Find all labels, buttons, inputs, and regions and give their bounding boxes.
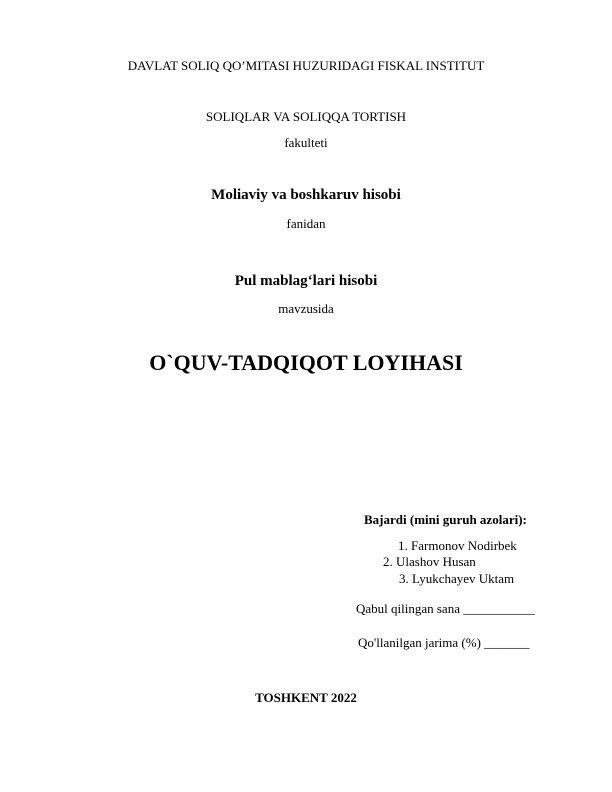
document-title: O`QUV-TADQIQOT LOYIHASI <box>149 350 463 375</box>
subject-label: fanidan <box>286 216 326 231</box>
institution-name: DAVLAT SOLIQ QO’MITASI HUZURIDAGI FISKAL INSTITUT <box>127 58 485 73</box>
subject-name: Moliaviy va boshkaruv hisobi <box>211 187 401 203</box>
city-year: TOSHKENT 2022 <box>255 690 357 705</box>
penalty-field: Qo'llanilgan jarima (%) _______ <box>358 635 530 650</box>
group-heading: Bajardi (mini guruh azolari): <box>364 512 527 527</box>
member-2: 2. Ulashov Husan <box>383 554 476 569</box>
topic-name: Pul mablag‘lari hisobi <box>234 273 378 289</box>
topic-label: mavzusida <box>278 301 334 316</box>
faculty-label: fakulteti <box>284 135 328 150</box>
member-3: 3. Lyukchayev Uktam <box>399 571 515 586</box>
member-1: 1. Farmonov Nodirbek <box>398 538 517 553</box>
accepted-date-field: Qabul qilingan sana ___________ <box>356 601 535 616</box>
faculty-name: SOLIQLAR VA SOLIQQA TORTISH <box>205 109 407 124</box>
